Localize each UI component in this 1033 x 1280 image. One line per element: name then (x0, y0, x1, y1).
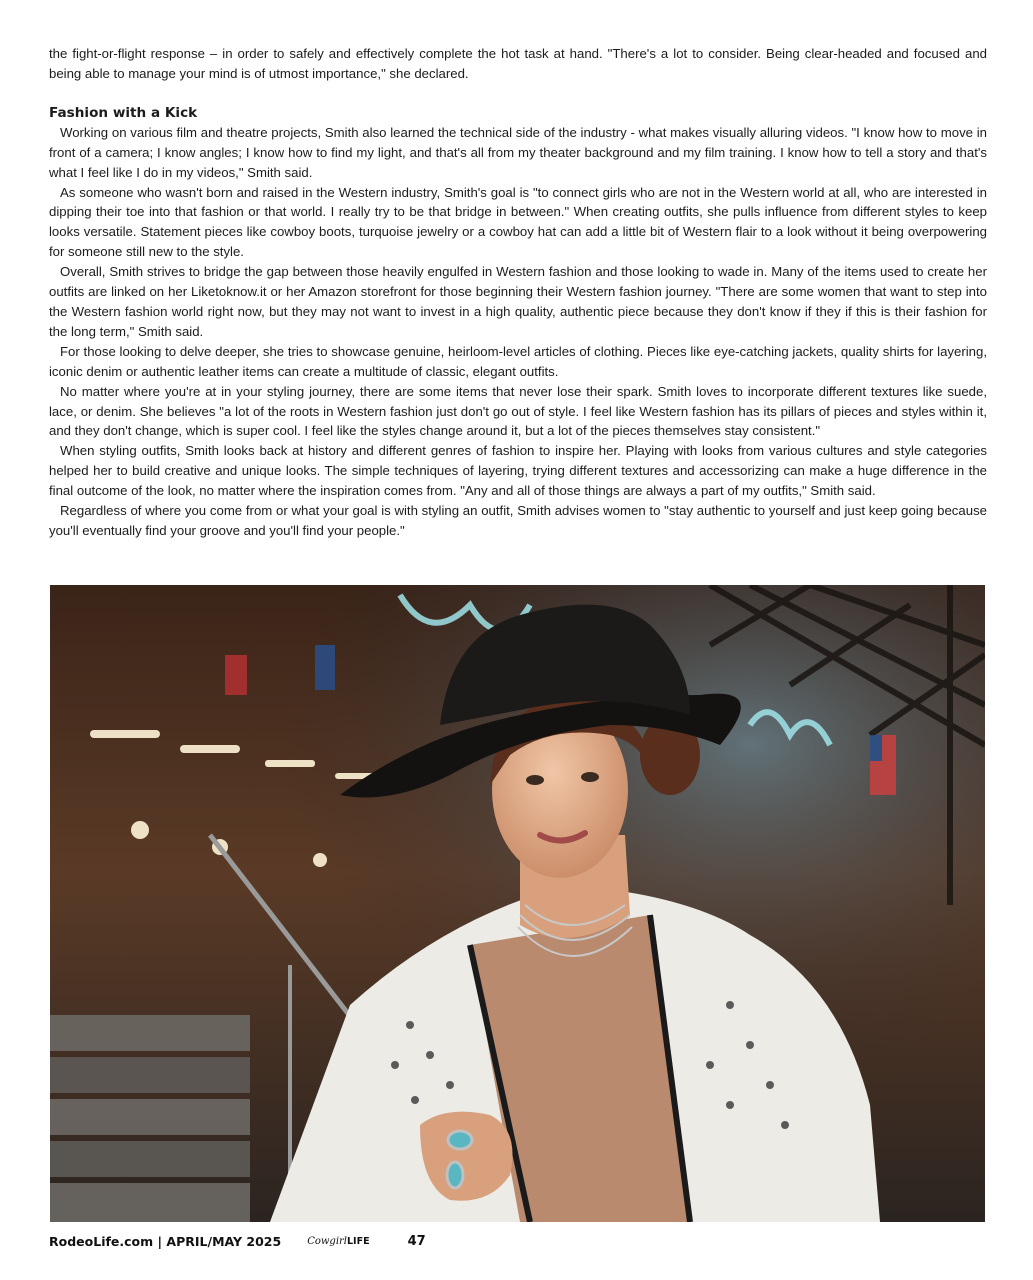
article-paragraph: Regardless of where you come from or what your goal is with styling an outfit, Smith advises women to "stay authentic to yourself and just keep going because you'll eventually find your groove and you'll find your people." (49, 503, 987, 538)
portrait-photo (50, 585, 985, 1222)
article-paragraph: When styling outfits, Smith looks back at history and different genres of fashion to inspire her. Playing with looks from various cultures and style categories helped her to build creative and unique looks. The simple techniques of layering, trying different textures and accessorizing can make a huge difference in the final outcome of the look, no matter where the inspiration comes from. "Any and all of those things are always a part of my outfits," Smith said. (49, 443, 987, 499)
article-paragraph: For those looking to delve deeper, she tries to showcase genuine, heirloom-level articles of clothing. Pieces like eye-catching jackets, quality shirts for layering, iconic denim or authentic leather items can create a multitude of classic, elegant outfits. (49, 343, 987, 379)
page-footer (49, 1231, 426, 1251)
article-paragraph: Overall, Smith strives to bridge the gap between those heavily engulfed in Western fashion and those looking to wade in. Many of the items used to create her outfits are linked on her Liketoknow.it or her Amazon storefront for those beginning their Western fashion journey. "There are some women that want to step into the Western fashion world right now, but they may not want to invest in a high quality, authentic piece because they don't know if they if this is their fashion for the long term," Smith said. (49, 264, 987, 339)
article-lead-paragraph: the fight-or-flight response – in order to safely and effectively complete the hot task at hand. "There's a lot to consider. Being clear-headed and focused and being able to manage your mind is of utmost importance," she declared. (49, 46, 987, 81)
section-heading: Fashion with a Kick (49, 104, 198, 121)
article-paragraph: No matter where you're at in your styling journey, there are some items that never lose their spark. Smith loves to incorporate different textures like suede, lace, or denim. She believes "a lot of the roots in Western fashion just don't go out of style. I feel like Western fashion has its pillars of pieces and styles within it, and they don't change, which is super cool. I feel like the styles change around it, but a lot of the pieces themselves stay consistent." (49, 383, 987, 439)
portrait-photo-icon (50, 585, 985, 1222)
brand-script: Cowgirl (307, 1235, 347, 1247)
page-number: 47 (407, 1233, 426, 1249)
article-paragraph: As someone who wasn't born and raised in the Western industry, Smith's goal is "to connect girls who are not in the Western world at all, who are interested in dipping their toe into that fashion or that world. I really try to be that bridge in between." When creating outfits, she pulls influence from different styles to keep looks versatile. Statement pieces like cowboy boots, turquoise jewelry or a cowboy hat can add a little bit of Western flair to a look without it being overpowering for someone still new to the style. (49, 184, 987, 260)
article-paragraph: Working on various film and theatre projects, Smith also learned the technical side of the industry - what makes visually alluring videos. "I know how to move in front of a camera; I know angles; I know how to find my light, and that's all from my theater background and my film training. I know how to tell a story and that's what I feel like I do in my videos," Smith said. (49, 124, 987, 180)
brand-life: LIFE (347, 1235, 370, 1247)
footer-site-issue: RodeoLife.com | APRIL/MAY 2025 (49, 1233, 282, 1249)
article-body (49, 44, 987, 541)
magazine-brand-logo (307, 1236, 369, 1247)
